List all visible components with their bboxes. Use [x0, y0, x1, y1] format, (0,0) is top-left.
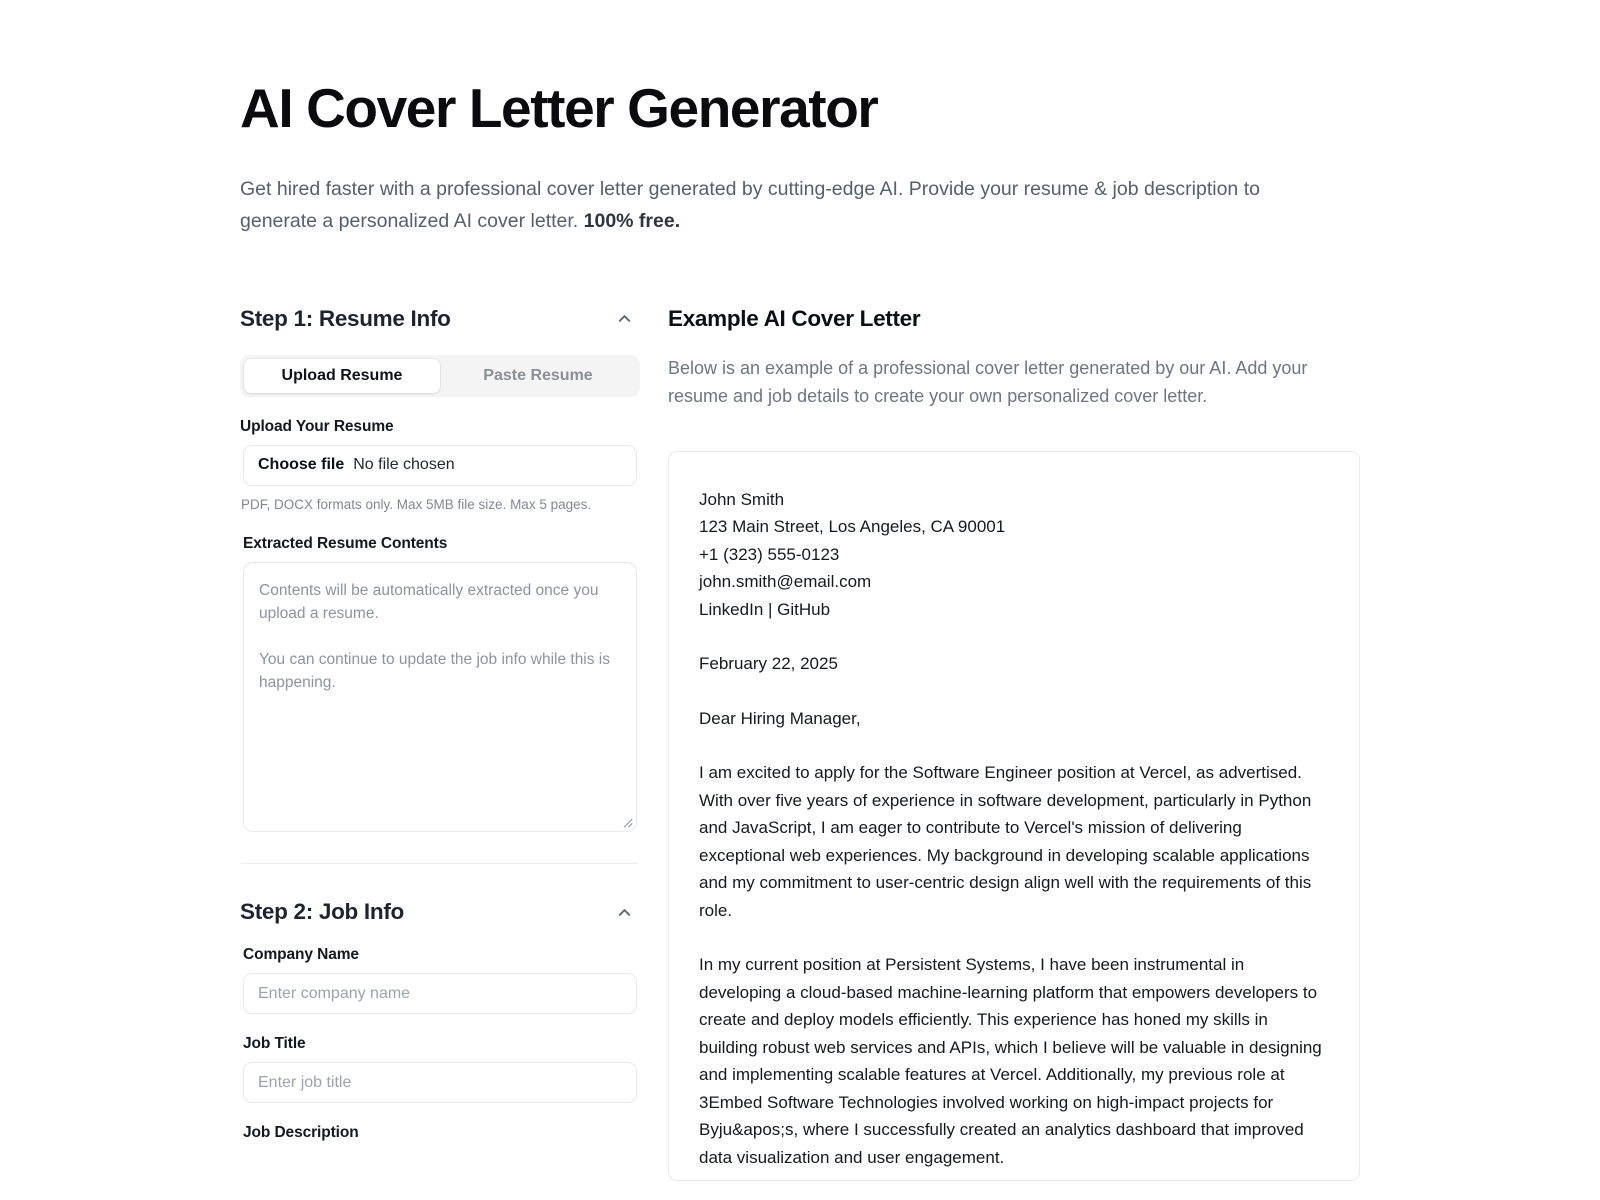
letter-sender-email: john.smith@email.com [699, 572, 872, 591]
job-description-label: Job Description [243, 1124, 359, 1142]
extracted-contents-label: Extracted Resume Contents [243, 535, 448, 553]
example-column [668, 306, 1360, 1181]
upload-resume-label: Upload Your Resume [240, 417, 394, 435]
step-1-section [240, 306, 640, 865]
resume-file-input[interactable] [243, 445, 637, 486]
step-2-title: Step 2: Job Info [240, 899, 404, 925]
job-title-input[interactable] [243, 1062, 637, 1103]
letter-sender-links: LinkedIn | GitHub [699, 599, 831, 619]
letter-sender-phone: +1 (323) 555-0123 [699, 544, 840, 564]
content-container [240, 0, 1360, 1181]
letter-sender-block [699, 486, 1329, 624]
page-title: AI Cover Letter Generator [240, 77, 878, 139]
page-subtitle-emphasis: 100% free. [583, 209, 681, 232]
tab-upload-resume[interactable]: Upload Resume [244, 359, 440, 393]
step-2-header[interactable] [240, 899, 640, 925]
job-title-label: Job Title [243, 1035, 306, 1053]
extracted-resume-textarea[interactable] [243, 562, 637, 832]
letter-paragraph-1: I am excited to apply for the Software Engineer position at Vercel, as advertised. With over five years of experience in software development, particularly in Python and JavaScript, I am eager to contribute to Vercel's mission of delivering exceptional web experiences. My background in developing scalable applications and my commitment to user-centric design align well with the requirements of this role. [699, 763, 1312, 920]
step-1-title: Step 1: Resume Info [240, 305, 451, 331]
textarea-placeholder-line-2: You can continue to update the job info while this is happening. [259, 651, 611, 692]
company-name-input[interactable] [243, 973, 637, 1014]
letter-salutation: Dear Hiring Manager, [699, 708, 861, 728]
choose-file-button[interactable]: Choose file [258, 456, 345, 473]
step-1-header[interactable] [240, 306, 640, 332]
resume-input-mode-tabs [240, 355, 640, 397]
two-column-layout [240, 306, 1360, 1181]
page-subtitle-text: Get hired faster with a professional cover letter generated by cutting-edge AI. Provide your resume & job description to generate a personalized AI cover letter. [240, 177, 1260, 232]
tab-paste-resume[interactable]: Paste Resume [440, 359, 636, 393]
example-description: Below is an example of a professional cover letter generated by our AI. Add your resume and job details to create your own personalized cover letter. [668, 357, 1308, 406]
step-divider [241, 863, 638, 864]
file-format-hint: PDF, DOCX formats only. Max 5MB file size. Max 5 pages. [241, 496, 592, 512]
textarea-placeholder-line-1: Contents will be automatically extracted once you upload a resume. [259, 582, 599, 623]
resize-handle-icon[interactable] [620, 815, 633, 828]
letter-date: February 22, 2025 [699, 654, 838, 673]
chevron-up-icon[interactable] [615, 903, 634, 922]
letter-paragraph-2: In my current position at Persistent Systems, I have been instrumental in developing a cloud-based machine-learning platform that empowers developers to create and deploy models efficiently. This experience has honed my skills in building robust web services and APIs, which I believe will be valuable in designing and implementing scalable features at Vercel. Additionally, my previous role at 3Embed Software Technologies involved working on high-impact projects for Byju&apos;s, where I successfully created an analytics dashboard that improved data visualization and user engagement. [699, 955, 1322, 1167]
file-status-text: No file chosen [353, 456, 455, 473]
form-column [240, 306, 640, 1181]
step-2-section [240, 899, 640, 1142]
company-name-label: Company Name [243, 946, 359, 964]
example-title: Example AI Cover Letter [668, 305, 921, 331]
cover-letter-preview-card [668, 451, 1360, 1181]
page-subtitle [240, 173, 1330, 237]
letter-sender-name: John Smith [699, 489, 785, 509]
chevron-up-icon[interactable] [615, 309, 634, 328]
letter-sender-address: 123 Main Street, Los Angeles, CA 90001 [699, 517, 1006, 536]
